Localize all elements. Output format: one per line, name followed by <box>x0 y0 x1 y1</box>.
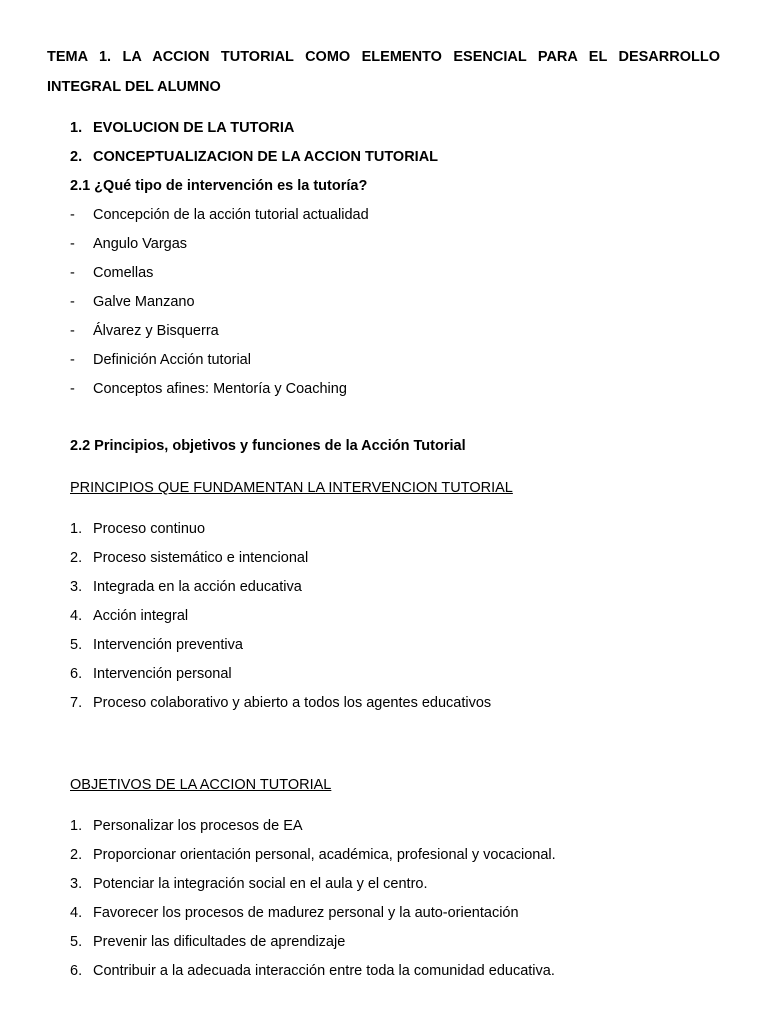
dash-bullet: - <box>70 352 75 368</box>
list-item-text: Proceso continuo <box>93 521 206 537</box>
list-item-text: Intervención personal <box>93 666 232 682</box>
list-item-text: Concepción de la acción tutorial actualidad <box>93 207 369 223</box>
list-item-text: Proporcionar orientación personal, académica, profesional y vocacional. <box>93 847 556 863</box>
subsection-heading: 2.1 ¿Qué tipo de intervención es la tutoría? <box>70 178 368 194</box>
list-number: 2. <box>70 847 83 863</box>
list-number: 1. <box>70 818 83 834</box>
dash-bullet: - <box>70 381 75 397</box>
list-item-text: Definición Acción tutorial <box>93 352 251 368</box>
list-item-text: Proceso sistemático e intencional <box>93 550 309 566</box>
dash-bullet: - <box>70 294 75 310</box>
list-number: 4. <box>70 608 83 624</box>
list-number: 6. <box>70 666 83 682</box>
list-number: 3. <box>70 579 83 595</box>
list-number: 6. <box>70 963 83 979</box>
principios-heading: PRINCIPIOS QUE FUNDAMENTAN LA INTERVENCION TUTORIAL <box>70 480 513 496</box>
list-number: 5. <box>70 934 83 950</box>
list-item-text: Intervención preventiva <box>93 637 243 653</box>
list-item-text: Prevenir las dificultades de aprendizaje <box>93 934 346 950</box>
dash-bullet: - <box>70 207 75 223</box>
list-number: 5. <box>70 637 83 653</box>
list-number: 1. <box>70 521 83 537</box>
section-heading: CONCEPTUALIZACION DE LA ACCION TUTORIAL <box>93 149 439 165</box>
dash-bullet: - <box>70 323 75 339</box>
list-item-text: Potenciar la integración social en el aula y el centro. <box>93 876 428 892</box>
list-item-text: Galve Manzano <box>93 294 195 310</box>
list-number: 4. <box>70 905 83 921</box>
list-item-text: Proceso colaborativo y abierto a todos los agentes educativos <box>93 695 492 711</box>
section-heading: EVOLUCION DE LA TUTORIA <box>93 120 295 136</box>
list-item-text: Acción integral <box>93 608 189 624</box>
list-item-text: Contribuir a la adecuada interacción entre toda la comunidad educativa. <box>93 963 555 979</box>
list-number: 2. <box>70 550 83 566</box>
objetivos-heading: OBJETIVOS DE LA ACCION TUTORIAL <box>70 777 332 793</box>
dash-bullet: - <box>70 265 75 281</box>
subsection-heading: 2.2 Principios, objetivos y funciones de la Acción Tutorial <box>70 438 466 454</box>
list-item-text: Integrada en la acción educativa <box>93 579 302 595</box>
list-item-text: Favorecer los procesos de madurez personal y la auto-orientación <box>93 905 519 921</box>
list-item-text: Conceptos afines: Mentoría y Coaching <box>93 381 347 397</box>
list-item-text: Personalizar los procesos de EA <box>93 818 303 834</box>
list-number: 1. <box>70 120 83 136</box>
dash-bullet: - <box>70 236 75 252</box>
list-number: 7. <box>70 695 83 711</box>
list-item-text: Álvarez y Bisquerra <box>93 323 219 339</box>
list-number: 3. <box>70 876 83 892</box>
list-item-text: Angulo Vargas <box>93 236 188 252</box>
list-item-text: Comellas <box>93 265 154 281</box>
page-title: TEMA 1. LA ACCION TUTORIAL COMO ELEMENTO ESENCIAL PARA EL DESARROLLO INTEGRAL DEL ALUMNO <box>47 49 720 95</box>
list-number: 2. <box>70 149 83 165</box>
